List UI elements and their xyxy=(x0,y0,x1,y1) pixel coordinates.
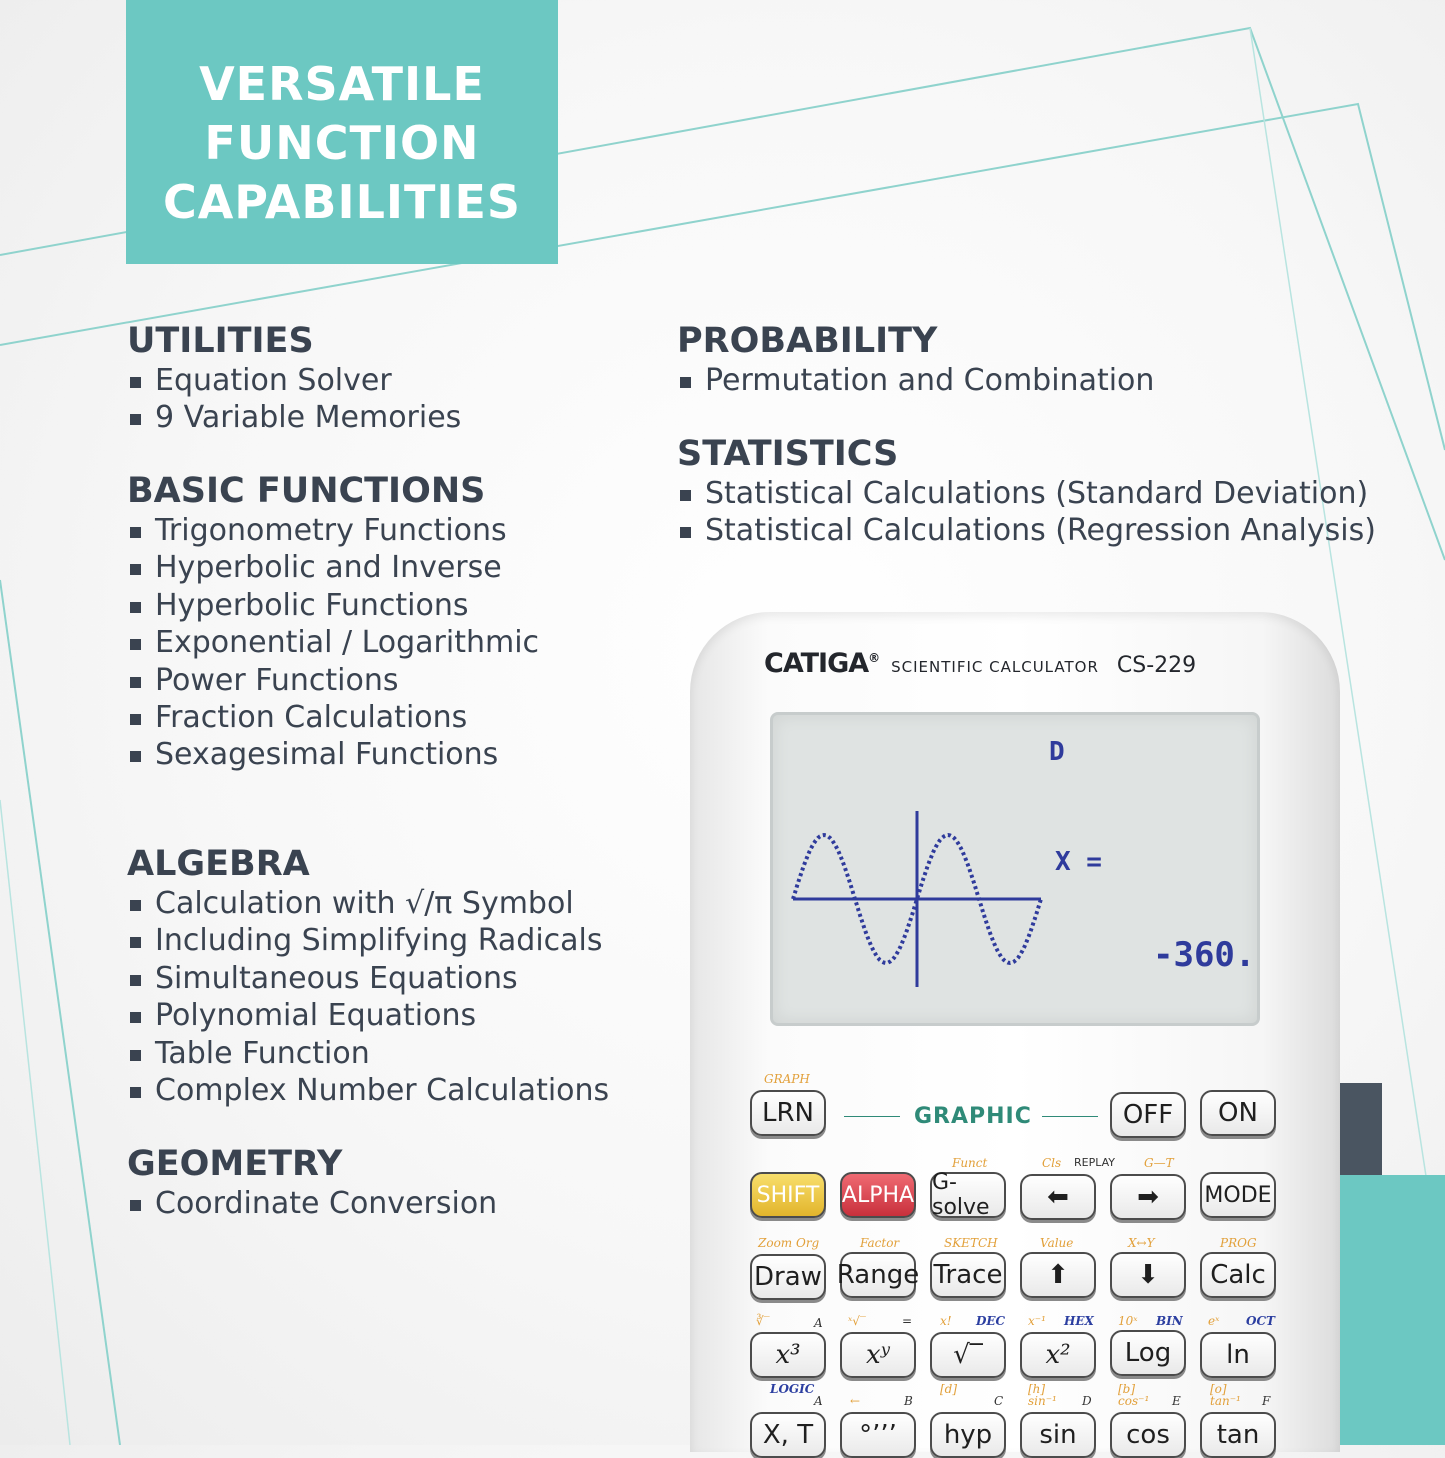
list-item: Hyperbolic Functions xyxy=(127,587,539,624)
screen-value: -360. xyxy=(1153,935,1256,975)
graphic-divider-right xyxy=(1042,1116,1098,1117)
hyp-key[interactable]: hyp xyxy=(930,1412,1006,1458)
label-e-x: eˣ xyxy=(1208,1314,1220,1328)
alpha-key[interactable]: ALPHA xyxy=(840,1172,916,1218)
graphic-label: GRAPHIC xyxy=(914,1104,1032,1129)
algebra-title: ALGEBRA xyxy=(127,844,310,884)
range-key[interactable]: Range xyxy=(840,1252,916,1298)
list-item: Statistical Calculations (Regression Analysis) xyxy=(677,512,1376,549)
square-root-key[interactable]: √‾ xyxy=(930,1332,1006,1378)
log-key[interactable]: Log xyxy=(1110,1330,1186,1376)
label-hex: HEX xyxy=(1064,1314,1094,1328)
label-c: C xyxy=(994,1394,1004,1408)
algebra-section xyxy=(127,843,609,1109)
list-item: Statistical Calculations (Standard Deviation) xyxy=(677,475,1376,512)
draw-key[interactable]: Draw xyxy=(750,1254,826,1300)
label-graph: GRAPH xyxy=(764,1072,810,1086)
label-logic: LOGIC xyxy=(770,1382,815,1396)
label-factor: Factor xyxy=(860,1236,900,1250)
list-item: Fraction Calculations xyxy=(127,699,539,736)
arrow-up-icon: ⬆ xyxy=(1047,1260,1069,1290)
label-b: B xyxy=(904,1394,913,1408)
label-arrow: ← xyxy=(850,1394,861,1408)
list-item: Trigonometry Functions xyxy=(127,512,539,549)
list-item: Table Function xyxy=(127,1035,609,1072)
probability-title: PROBABILITY xyxy=(677,321,938,361)
ln-key[interactable]: ln xyxy=(1200,1332,1276,1378)
label-cos-inverse: cos⁻¹ xyxy=(1118,1394,1150,1408)
geometry-list xyxy=(127,1185,497,1222)
model-number: CS-229 xyxy=(1116,653,1197,678)
calculator-brand-row xyxy=(764,648,1264,679)
list-item: Hyperbolic and Inverse xyxy=(127,549,539,586)
label-bin: BIN xyxy=(1156,1314,1183,1328)
list-item: 9 Variable Memories xyxy=(127,399,461,436)
cos-key[interactable]: cos xyxy=(1110,1412,1186,1458)
list-item: Exponential / Logarithmic xyxy=(127,624,539,661)
label-value: Value xyxy=(1040,1236,1074,1250)
label-h-bracket: [h] xyxy=(1028,1382,1046,1396)
label-dec: DEC xyxy=(976,1314,1006,1328)
mode-indicator: D xyxy=(1049,737,1065,767)
down-arrow-key[interactable] xyxy=(1110,1252,1186,1298)
list-item: Complex Number Calculations xyxy=(127,1072,609,1109)
utilities-title: UTILITIES xyxy=(127,321,314,361)
basic-functions-section xyxy=(127,470,539,774)
label-a-2: A xyxy=(814,1394,823,1408)
label-cube-root: ∛‾ xyxy=(756,1314,770,1328)
list-item: Including Simplifying Radicals xyxy=(127,922,609,959)
statistics-title: STATISTICS xyxy=(677,434,899,474)
g-solve-key[interactable]: G-solve xyxy=(930,1172,1006,1218)
statistics-list xyxy=(677,475,1376,550)
label-ten-x: 10ˣ xyxy=(1118,1314,1138,1328)
list-item: Simultaneous Equations xyxy=(127,960,609,997)
list-item: Equation Solver xyxy=(127,362,461,399)
label-prog: PROG xyxy=(1220,1236,1257,1250)
utilities-section xyxy=(127,320,461,437)
tan-key[interactable]: tan xyxy=(1200,1412,1276,1458)
probability-list xyxy=(677,362,1154,399)
calculator-image xyxy=(690,612,1350,1452)
label-f: F xyxy=(1262,1394,1271,1408)
basic-functions-list xyxy=(127,512,539,774)
off-key[interactable]: OFF xyxy=(1110,1092,1186,1138)
list-item: Power Functions xyxy=(127,662,539,699)
label-d-bracket: [d] xyxy=(940,1382,958,1396)
sine-graph xyxy=(773,715,1257,1023)
list-item: Polynomial Equations xyxy=(127,997,609,1034)
label-tan-inverse: tan⁻¹ xyxy=(1210,1394,1241,1408)
list-item: Coordinate Conversion xyxy=(127,1185,497,1222)
title-line-2: FUNCTION xyxy=(204,115,480,170)
sin-key[interactable]: sin xyxy=(1020,1412,1096,1458)
title-banner xyxy=(126,0,558,264)
arrow-right-icon: ➡ xyxy=(1137,1182,1159,1212)
shift-key[interactable]: SHIFT xyxy=(750,1172,826,1218)
left-arrow-key[interactable] xyxy=(1020,1174,1096,1220)
mode-key[interactable]: MODE xyxy=(1200,1172,1276,1218)
list-item: Permutation and Combination xyxy=(677,362,1154,399)
brand-name: CATIGA® xyxy=(764,648,880,679)
title-line-1: VERSATILE xyxy=(199,56,485,111)
degree-minute-second-key[interactable]: °’’’ xyxy=(840,1412,916,1458)
on-key[interactable]: ON xyxy=(1200,1090,1276,1136)
label-g-t: G—T xyxy=(1144,1156,1174,1170)
probability-section xyxy=(677,320,1154,399)
label-fact: x! xyxy=(940,1314,952,1328)
label-eq: = xyxy=(902,1314,913,1328)
label-cls: Cls xyxy=(1042,1156,1062,1170)
graphic-divider-left xyxy=(844,1116,900,1117)
algebra-list xyxy=(127,885,609,1109)
utilities-list xyxy=(127,362,461,437)
up-arrow-key[interactable] xyxy=(1020,1252,1096,1298)
label-sin-inverse: sin⁻¹ xyxy=(1028,1394,1057,1408)
label-replay: REPLAY xyxy=(1074,1156,1115,1169)
x-cubed-key[interactable]: x³ xyxy=(750,1332,826,1378)
label-a: A xyxy=(814,1316,823,1330)
x-label: X = xyxy=(1055,847,1102,877)
x-squared-key[interactable]: x² xyxy=(1020,1332,1096,1378)
statistics-section xyxy=(677,433,1376,550)
geometry-title: GEOMETRY xyxy=(127,1144,343,1184)
list-item: Calculation with √/π Symbol xyxy=(127,885,609,922)
arrow-left-icon: ⬅ xyxy=(1047,1182,1069,1212)
label-x-root: ˣ√‾ xyxy=(848,1314,866,1328)
basic-functions-title: BASIC FUNCTIONS xyxy=(127,471,486,511)
x-power-y-key[interactable]: xʸ xyxy=(840,1332,916,1378)
label-d: D xyxy=(1082,1394,1092,1408)
right-arrow-key[interactable] xyxy=(1110,1174,1186,1220)
label-oct: OCT xyxy=(1246,1314,1275,1328)
geometry-section xyxy=(127,1143,497,1222)
brand-subtitle: SCIENTIFIC CALCULATOR xyxy=(891,658,1099,676)
label-sketch: SKETCH xyxy=(944,1236,998,1250)
label-zoom-org: Zoom Org xyxy=(758,1236,820,1250)
x-t-key[interactable]: X, T xyxy=(750,1412,826,1458)
label-funct: Funct xyxy=(952,1156,988,1170)
list-item: Sexagesimal Functions xyxy=(127,736,539,773)
label-b-bracket: [b] xyxy=(1118,1382,1136,1396)
lrn-key[interactable]: LRN xyxy=(750,1090,826,1136)
label-inverse: x⁻¹ xyxy=(1028,1314,1046,1328)
arrow-down-icon: ⬇ xyxy=(1137,1260,1159,1290)
calc-key[interactable]: Calc xyxy=(1200,1252,1276,1298)
title-line-3: CAPABILITIES xyxy=(162,174,522,229)
calculator-screen xyxy=(770,712,1260,1026)
label-o-bracket: [o] xyxy=(1210,1382,1227,1396)
label-x-y: X↔Y xyxy=(1128,1236,1155,1250)
trace-key[interactable]: Trace xyxy=(930,1252,1006,1298)
label-e: E xyxy=(1172,1394,1181,1408)
